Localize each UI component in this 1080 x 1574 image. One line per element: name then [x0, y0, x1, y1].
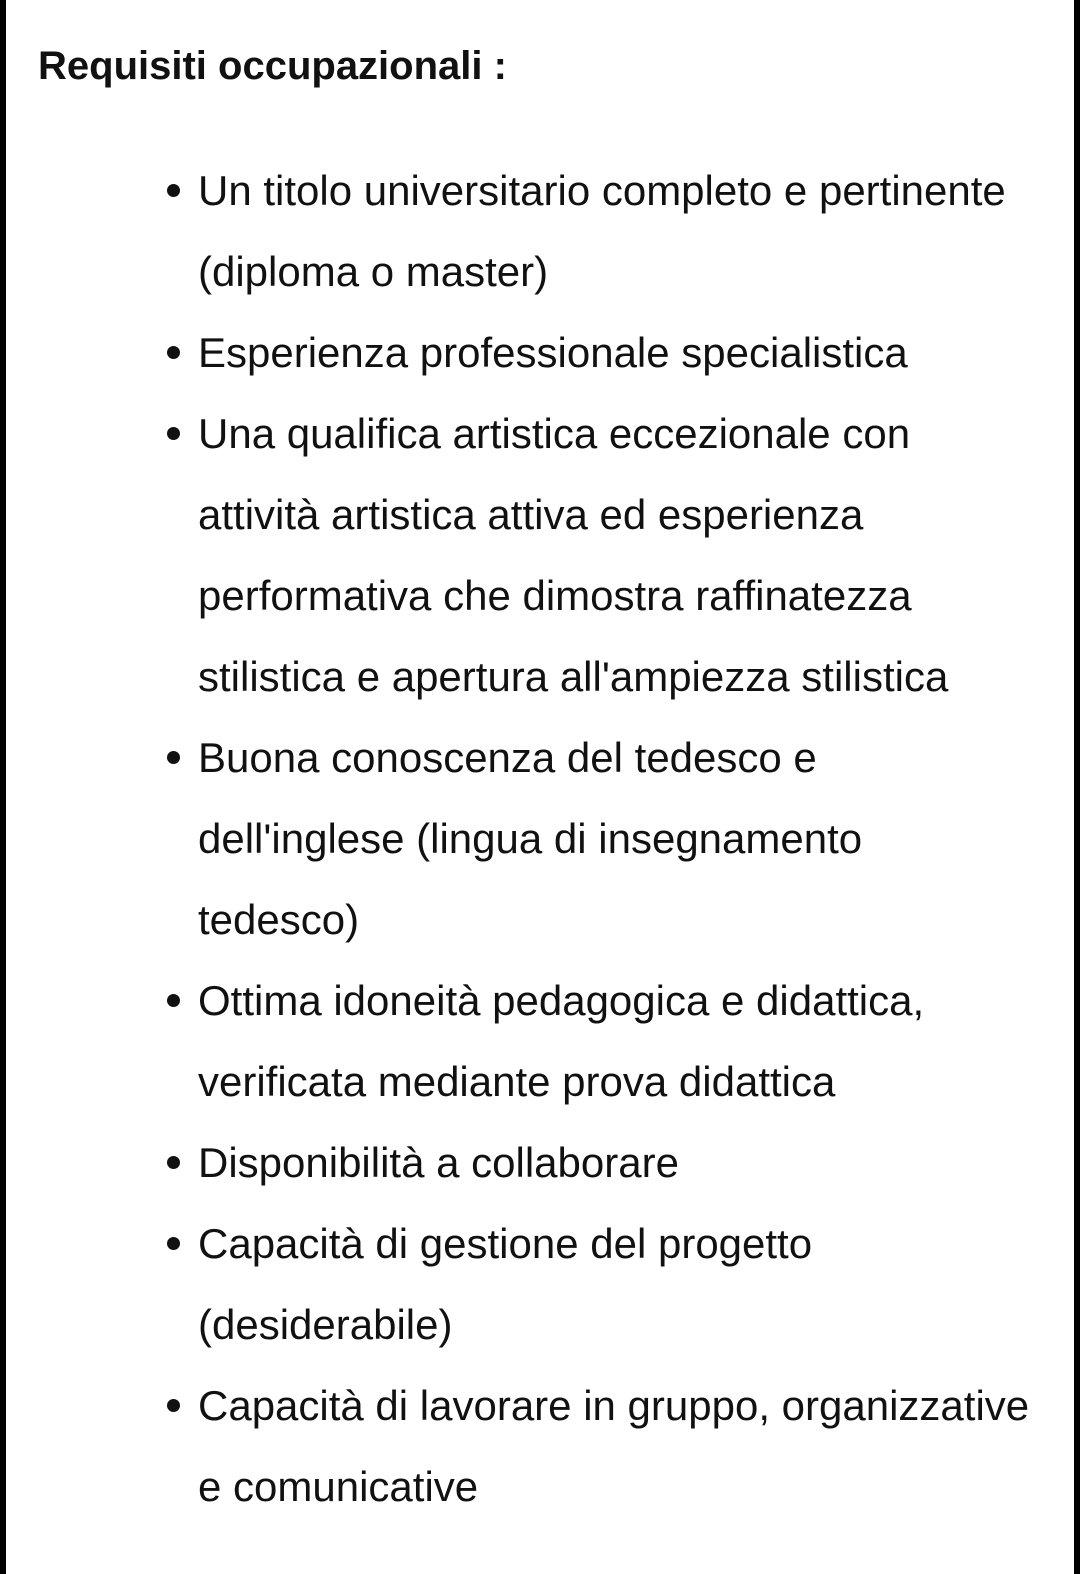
bullet-icon	[167, 184, 180, 197]
list-item	[6, 717, 1074, 960]
bullet-icon	[167, 994, 180, 1007]
list-item-text: Un titolo universitario completo e pertinente (diploma o master)	[198, 167, 1006, 295]
requirements-list	[6, 150, 1074, 1527]
list-item	[6, 393, 1074, 717]
list-item-text: Capacità di gestione del progetto (desiderabile)	[198, 1220, 813, 1348]
bullet-icon	[167, 427, 180, 440]
bullet-icon	[167, 751, 180, 764]
list-item-text: Esperienza professionale specialistica	[198, 329, 908, 376]
list-item	[6, 150, 1074, 312]
bullet-icon	[167, 346, 180, 359]
bullet-icon	[167, 1399, 180, 1412]
list-item	[6, 1122, 1074, 1203]
list-item	[6, 1365, 1074, 1527]
document-page	[6, 0, 1074, 1574]
list-item-text: Capacità di lavorare in gruppo, organizzative e comunicative	[198, 1382, 1030, 1510]
list-item-text: Ottima idoneità pedagogica e didattica, verificata mediante prova didattica	[198, 977, 925, 1105]
list-item-text: Buona conoscenza del tedesco e dell'inglese (lingua di insegnamento tedesco)	[198, 734, 863, 943]
bullet-icon	[167, 1156, 180, 1169]
list-item	[6, 960, 1074, 1122]
section-heading: Requisiti occupazionali :	[38, 44, 507, 88]
list-item	[6, 312, 1074, 393]
list-item-text: Una qualifica artistica eccezionale con attività artistica attiva ed esperienza performativa che dimostra raffinatezza stilistica e apertura all'ampiezza stilistica	[198, 410, 949, 700]
list-item	[6, 1203, 1074, 1365]
list-item-text: Disponibilità a collaborare	[198, 1139, 679, 1186]
bullet-icon	[167, 1237, 180, 1250]
